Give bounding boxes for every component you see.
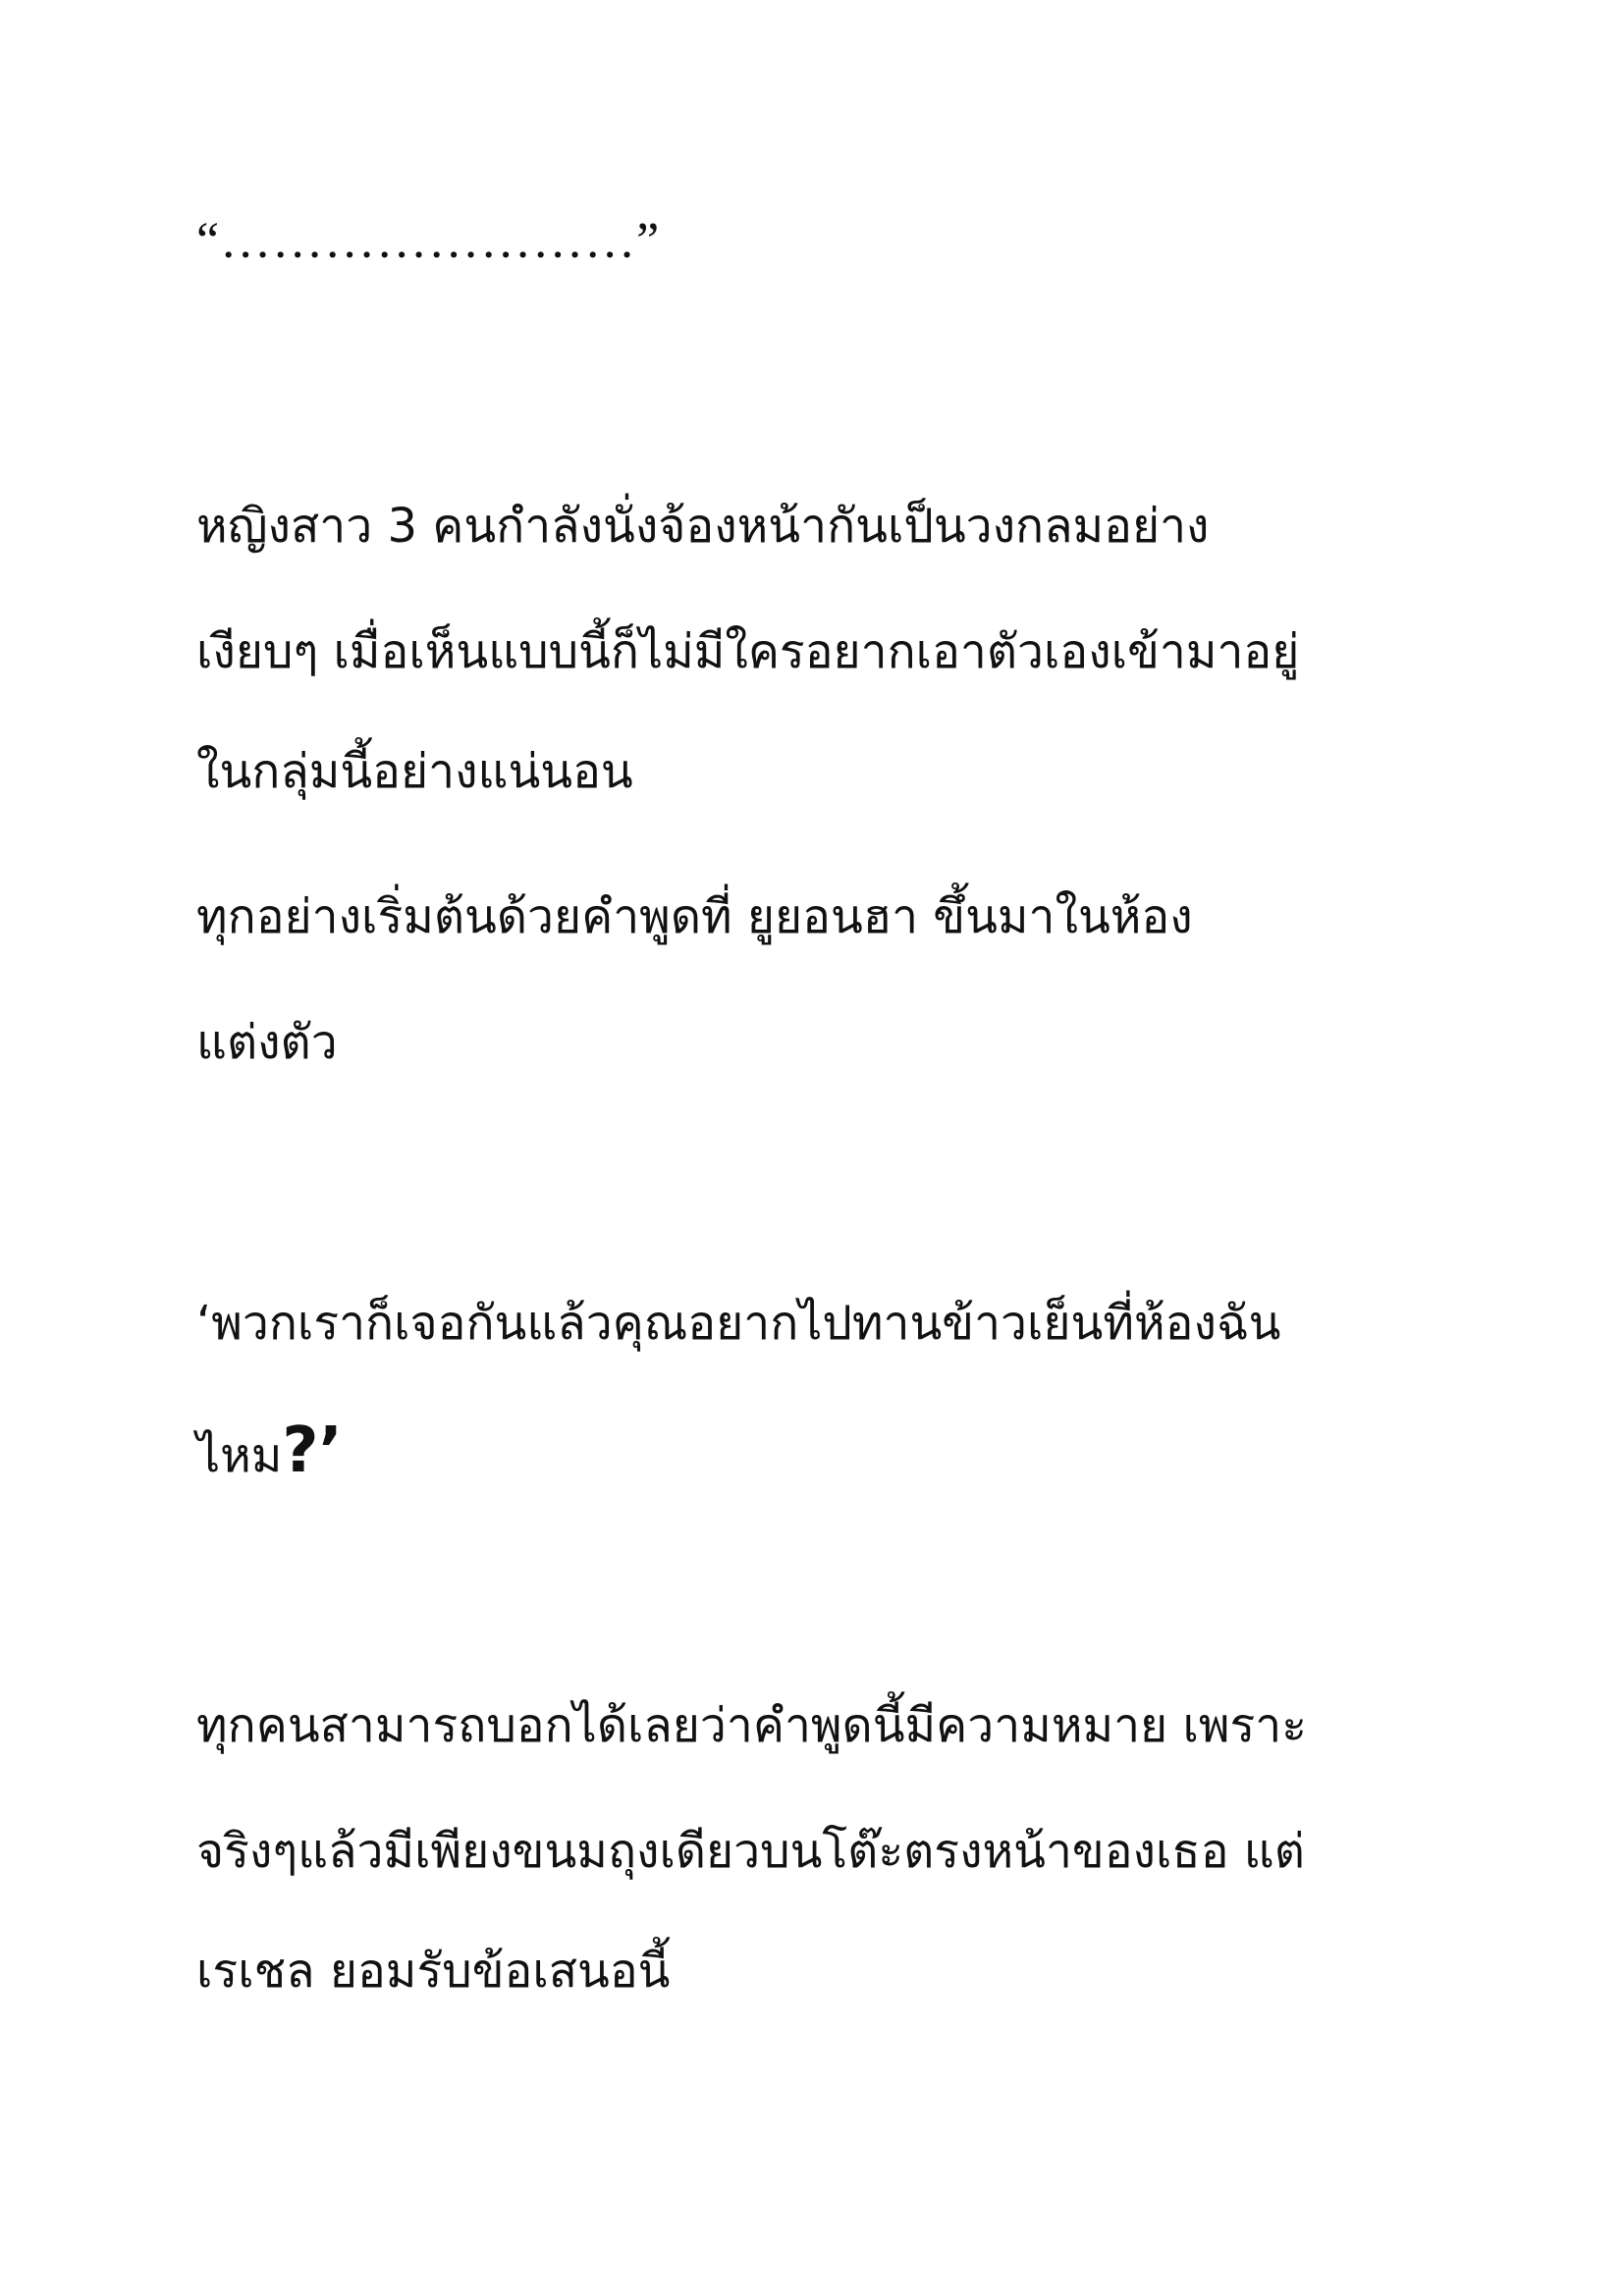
dialogue-closing-punctuation: ?’ xyxy=(282,1415,343,1487)
dialogue-line-2 xyxy=(196,1415,343,1487)
opening-quote: “……………………” xyxy=(196,213,661,269)
paragraph-1-line-1: หญิงสาว 3 คนกำลังนั่งจ้องหน้ากันเป็นวงกลมอย่าง xyxy=(196,499,1210,554)
paragraph-3-line-1: ทุกคนสามารถบอกได้เลยว่าคำพูดนี้มีความหมาย เพราะ xyxy=(196,1698,1307,1753)
dialogue-line-2-text: ไหม xyxy=(196,1428,283,1483)
paragraph-2-line-2: แต่งตัว xyxy=(196,1015,338,1070)
dialogue-line-1: ‘พวกเราก็เจอกันแล้วคุณอยากไปทานข้าวเย็นที่ห้องฉัน xyxy=(196,1296,1281,1351)
paragraph-3-line-3: เรเชล ยอมรับข้อเสนอนี้ xyxy=(196,1944,671,1999)
paragraph-2-line-1: ทุกอย่างเริ่มต้นด้วยคำพูดที่ ยูยอนฮา ขึ้นมาในห้อง xyxy=(196,889,1193,944)
paragraph-3-line-2: จริงๆแล้วมีเพียงขนมถุงเดียวบนโต๊ะตรงหน้าของเธอ แต่ xyxy=(196,1824,1305,1879)
paragraph-1-line-3: ในกลุ่มนี้อย่างแน่นอน xyxy=(196,744,633,799)
paragraph-1-line-2: เงียบๆ เมื่อเห็นแบบนี้ก็ไม่มีใครอยากเอาตัวเองเข้ามาอยู่ xyxy=(196,624,1300,679)
